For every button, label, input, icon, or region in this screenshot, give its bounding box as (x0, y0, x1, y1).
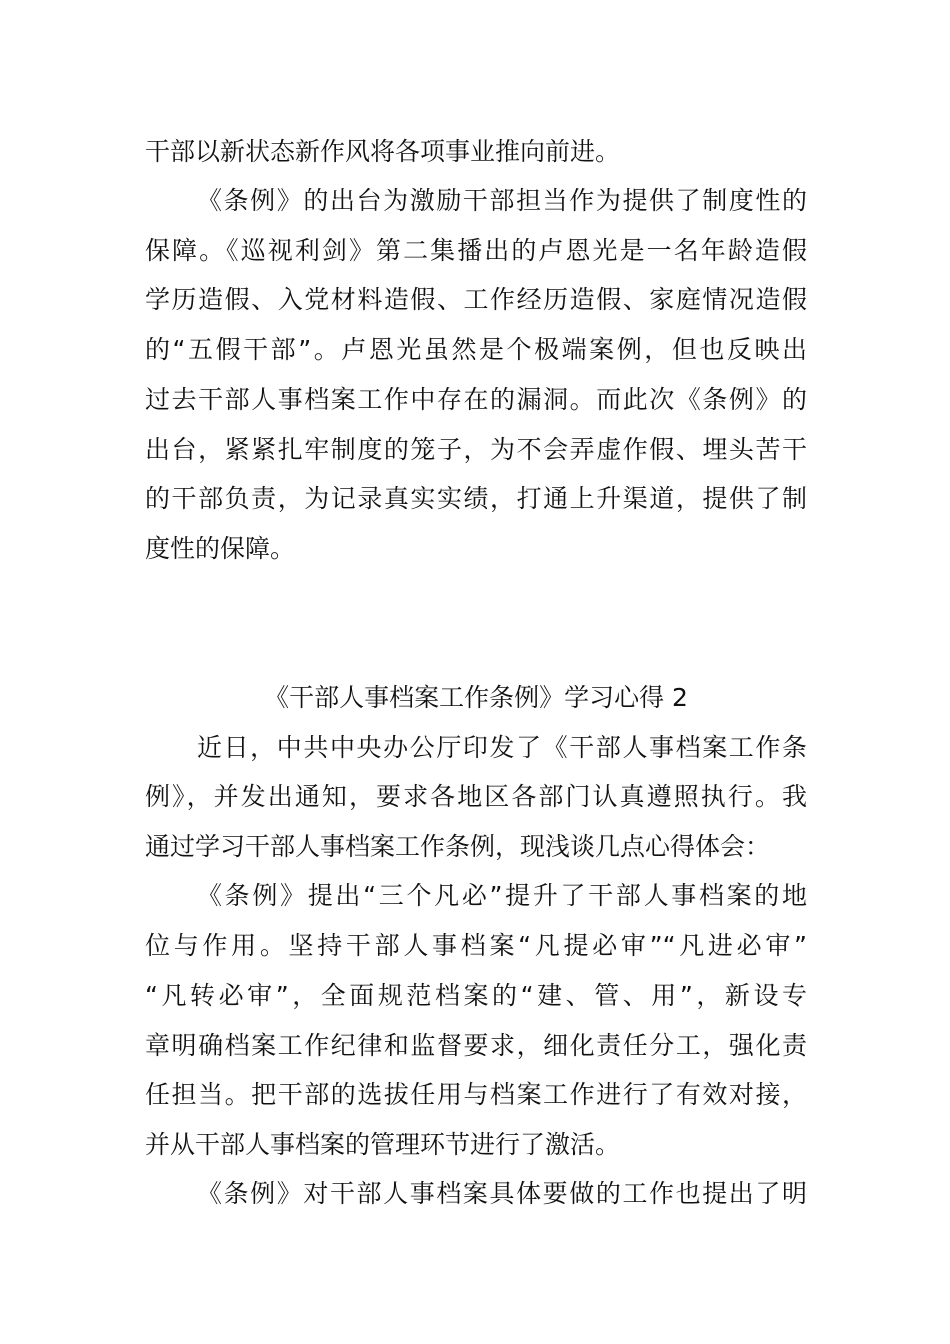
paragraph-line: 干部以新状态新作风将各项事业推向前进。 (145, 137, 621, 166)
paragraph-line: 度性的保障。 (145, 534, 296, 563)
paragraph-line: 学历造假、入党材料造假、工作经历造假、家庭情况造假 (145, 285, 807, 314)
paragraph-line: 的“五假干部”。卢恩光虽然是个极端案例，但也反映出 (145, 335, 807, 364)
paragraph-line: 《条例》提出“三个凡必”提升了干部人事档案的地 (197, 881, 807, 910)
section-title: 《干部人事档案工作条例》学习心得 2 (264, 683, 688, 712)
paragraph-line: 保障。《巡视利剑》第二集播出的卢恩光是一名年龄造假 (145, 236, 807, 265)
paragraph-line: 《条例》对干部人事档案具体要做的工作也提出了明 (197, 1179, 807, 1208)
paragraph-line: 并从干部人事档案的管理环节进行了激活。 (145, 1130, 621, 1159)
paragraph-line: 通过学习干部人事档案工作条例，现浅谈几点心得体会： (145, 832, 771, 861)
paragraph-line: 任担当。把干部的选拔任用与档案工作进行了有效对接， (145, 1080, 807, 1109)
paragraph-line: 《条例》的出台为激励干部担当作为提供了制度性的 (197, 186, 807, 215)
paragraph-line: “凡转必审”，全面规范档案的“建、管、用”，新设专 (145, 981, 807, 1010)
paragraph-line: 过去干部人事档案工作中存在的漏洞。而此次《条例》的 (145, 385, 807, 414)
paragraph-line: 的干部负责，为记录真实实绩，打通上升渠道，提供了制 (145, 484, 807, 513)
paragraph-line: 近日，中共中央办公厅印发了《干部人事档案工作条 (197, 733, 807, 762)
paragraph-line: 章明确档案工作纪律和监督要求，细化责任分工，强化责 (145, 1031, 807, 1060)
paragraph-line: 位与作用。坚持干部人事档案“凡提必审”“凡进必审” (145, 931, 807, 960)
paragraph-line: 例》，并发出通知，要求各地区各部门认真遵照执行。我 (145, 782, 807, 811)
paragraph-line: 出台，紧紧扎牢制度的笼子，为不会弄虚作假、埋头苦干 (145, 435, 807, 464)
